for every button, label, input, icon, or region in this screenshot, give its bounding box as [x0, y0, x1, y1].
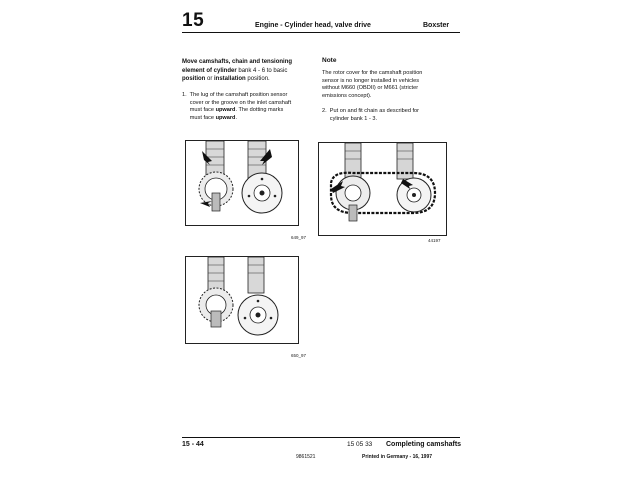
- step1-line3-post: . The dotting marks: [235, 107, 284, 113]
- note-line3: without M660 (OBDII) or M661 (stricter: [322, 85, 419, 91]
- figure-3: [185, 256, 299, 344]
- header-model: Boxster: [423, 22, 450, 29]
- figure-3-illustration: [186, 257, 298, 343]
- chapter-number: 15: [182, 10, 205, 31]
- footer-page-number: 15 - 44: [182, 441, 204, 448]
- step1-line2: cover or the groove on the inlet camshaft: [182, 99, 292, 106]
- note-line2: sensor is no longer installed in vehicles: [322, 77, 420, 84]
- footer-part-number: 9861521: [296, 454, 316, 460]
- step2-line2: cylinder bank 1 - 3.: [322, 115, 378, 122]
- step2-line1: 2. Put on and fit chain as described for: [322, 108, 420, 114]
- step1-line4-pre: must face: [182, 114, 216, 121]
- step1-line4-post: .: [235, 114, 238, 121]
- intro-line3-bold1: position: [182, 76, 206, 82]
- footer-section-code: 15 05 33: [347, 441, 373, 448]
- footer-section-title: Completing camshafts: [386, 441, 462, 448]
- step1-line3-pre: must face: [182, 107, 216, 113]
- step1-line3-bold: upward: [215, 107, 236, 113]
- figure-2-label: 44197: [428, 238, 441, 243]
- note-heading: Note: [322, 57, 337, 64]
- header-rule: [182, 32, 460, 33]
- figure-1: [185, 140, 299, 226]
- header-title: Engine - Cylinder head, valve drive: [255, 22, 371, 29]
- note-text: [322, 70, 442, 100]
- figure-1-label: 649_97: [291, 235, 307, 240]
- intro-line1: Move camshafts, chain and tensioning: [182, 59, 293, 65]
- figure-2: [318, 142, 447, 236]
- note-line1: The rotor cover for the camshaft position: [322, 70, 423, 76]
- step1-line4-bold: upward: [215, 114, 236, 121]
- footer-rule: [182, 437, 460, 438]
- intro-line3-rest: position.: [245, 76, 270, 82]
- intro-line2-rest: bank 4 - 6 to basic: [236, 67, 288, 74]
- figure-1-illustration: [186, 141, 298, 225]
- footer-printed: Printed in Germany - 16, 1997: [362, 454, 433, 460]
- figure-2-illustration: [319, 143, 446, 235]
- note-line4: emissions concept).: [322, 92, 372, 99]
- intro-line3-bold2: installation: [214, 76, 246, 82]
- intro-line2-bold: element of cylinder: [182, 67, 237, 74]
- figure-3-label: 650_97: [291, 353, 307, 358]
- intro-text: [182, 58, 312, 84]
- intro-line3-mid: or: [205, 76, 215, 82]
- step1-line1: 1. The lug of the camshaft position sensor: [182, 92, 288, 98]
- step-1: [182, 92, 314, 122]
- step-2: [322, 108, 442, 123]
